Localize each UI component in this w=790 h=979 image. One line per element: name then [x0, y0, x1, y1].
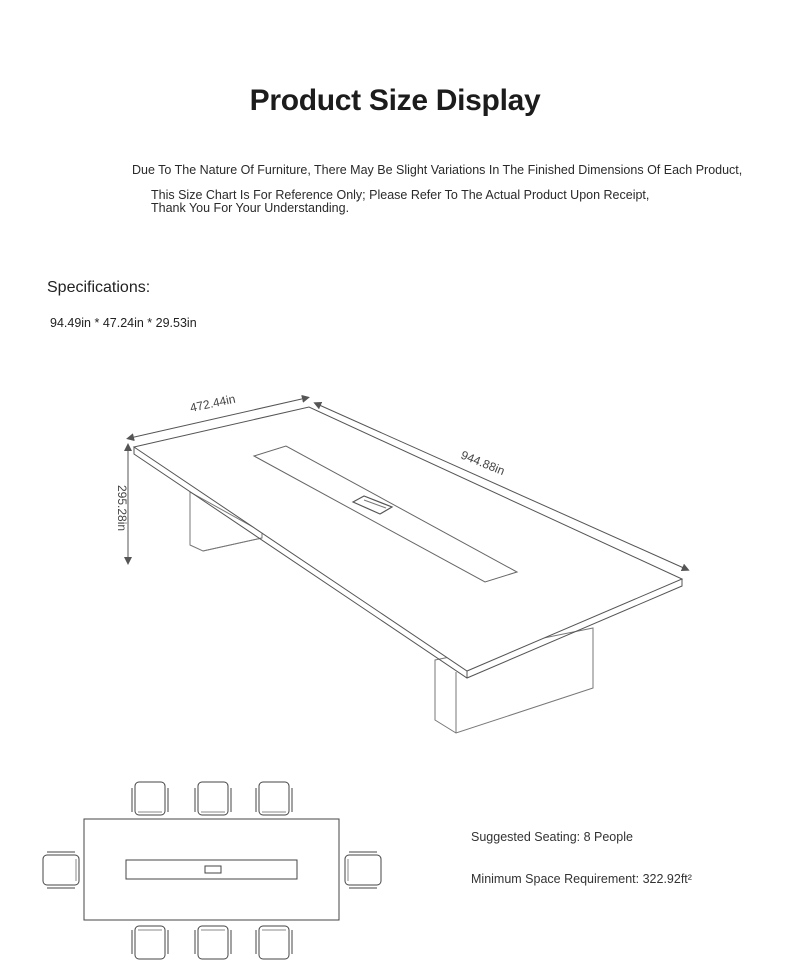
- notice-line-2: This Size Chart Is For Reference Only; Please Refer To The Actual Product Upon Receipt,: [151, 188, 650, 202]
- chair-icon: [345, 852, 381, 888]
- chair-icon: [195, 782, 231, 815]
- seating-plan: [43, 782, 381, 959]
- specifications-heading: Specifications:: [47, 279, 151, 296]
- page-title: Product Size Display: [249, 84, 541, 117]
- chair-icon: [132, 926, 168, 959]
- minimum-space: Minimum Space Requirement: 322.92ft²: [471, 872, 692, 886]
- suggested-seating: Suggested Seating: 8 People: [471, 830, 633, 844]
- chair-icon: [256, 782, 292, 815]
- notice-line-3: Thank You For Your Understanding.: [151, 201, 350, 215]
- height-label: 295.28in: [115, 485, 129, 532]
- chair-icon: [132, 782, 168, 815]
- length-label: 944.88in: [458, 447, 507, 479]
- chair-icon: [256, 926, 292, 959]
- plan-power-box: [205, 866, 221, 873]
- chair-icon: [195, 926, 231, 959]
- specifications-value: 94.49in * 47.24in * 29.53in: [50, 316, 197, 330]
- notice-line-1: Due To The Nature Of Furniture, There May Be Slight Variations In The Finished Dimensions Of Each Product,: [132, 163, 743, 177]
- chair-icon: [43, 852, 79, 888]
- width-label: 472.44in: [188, 391, 237, 415]
